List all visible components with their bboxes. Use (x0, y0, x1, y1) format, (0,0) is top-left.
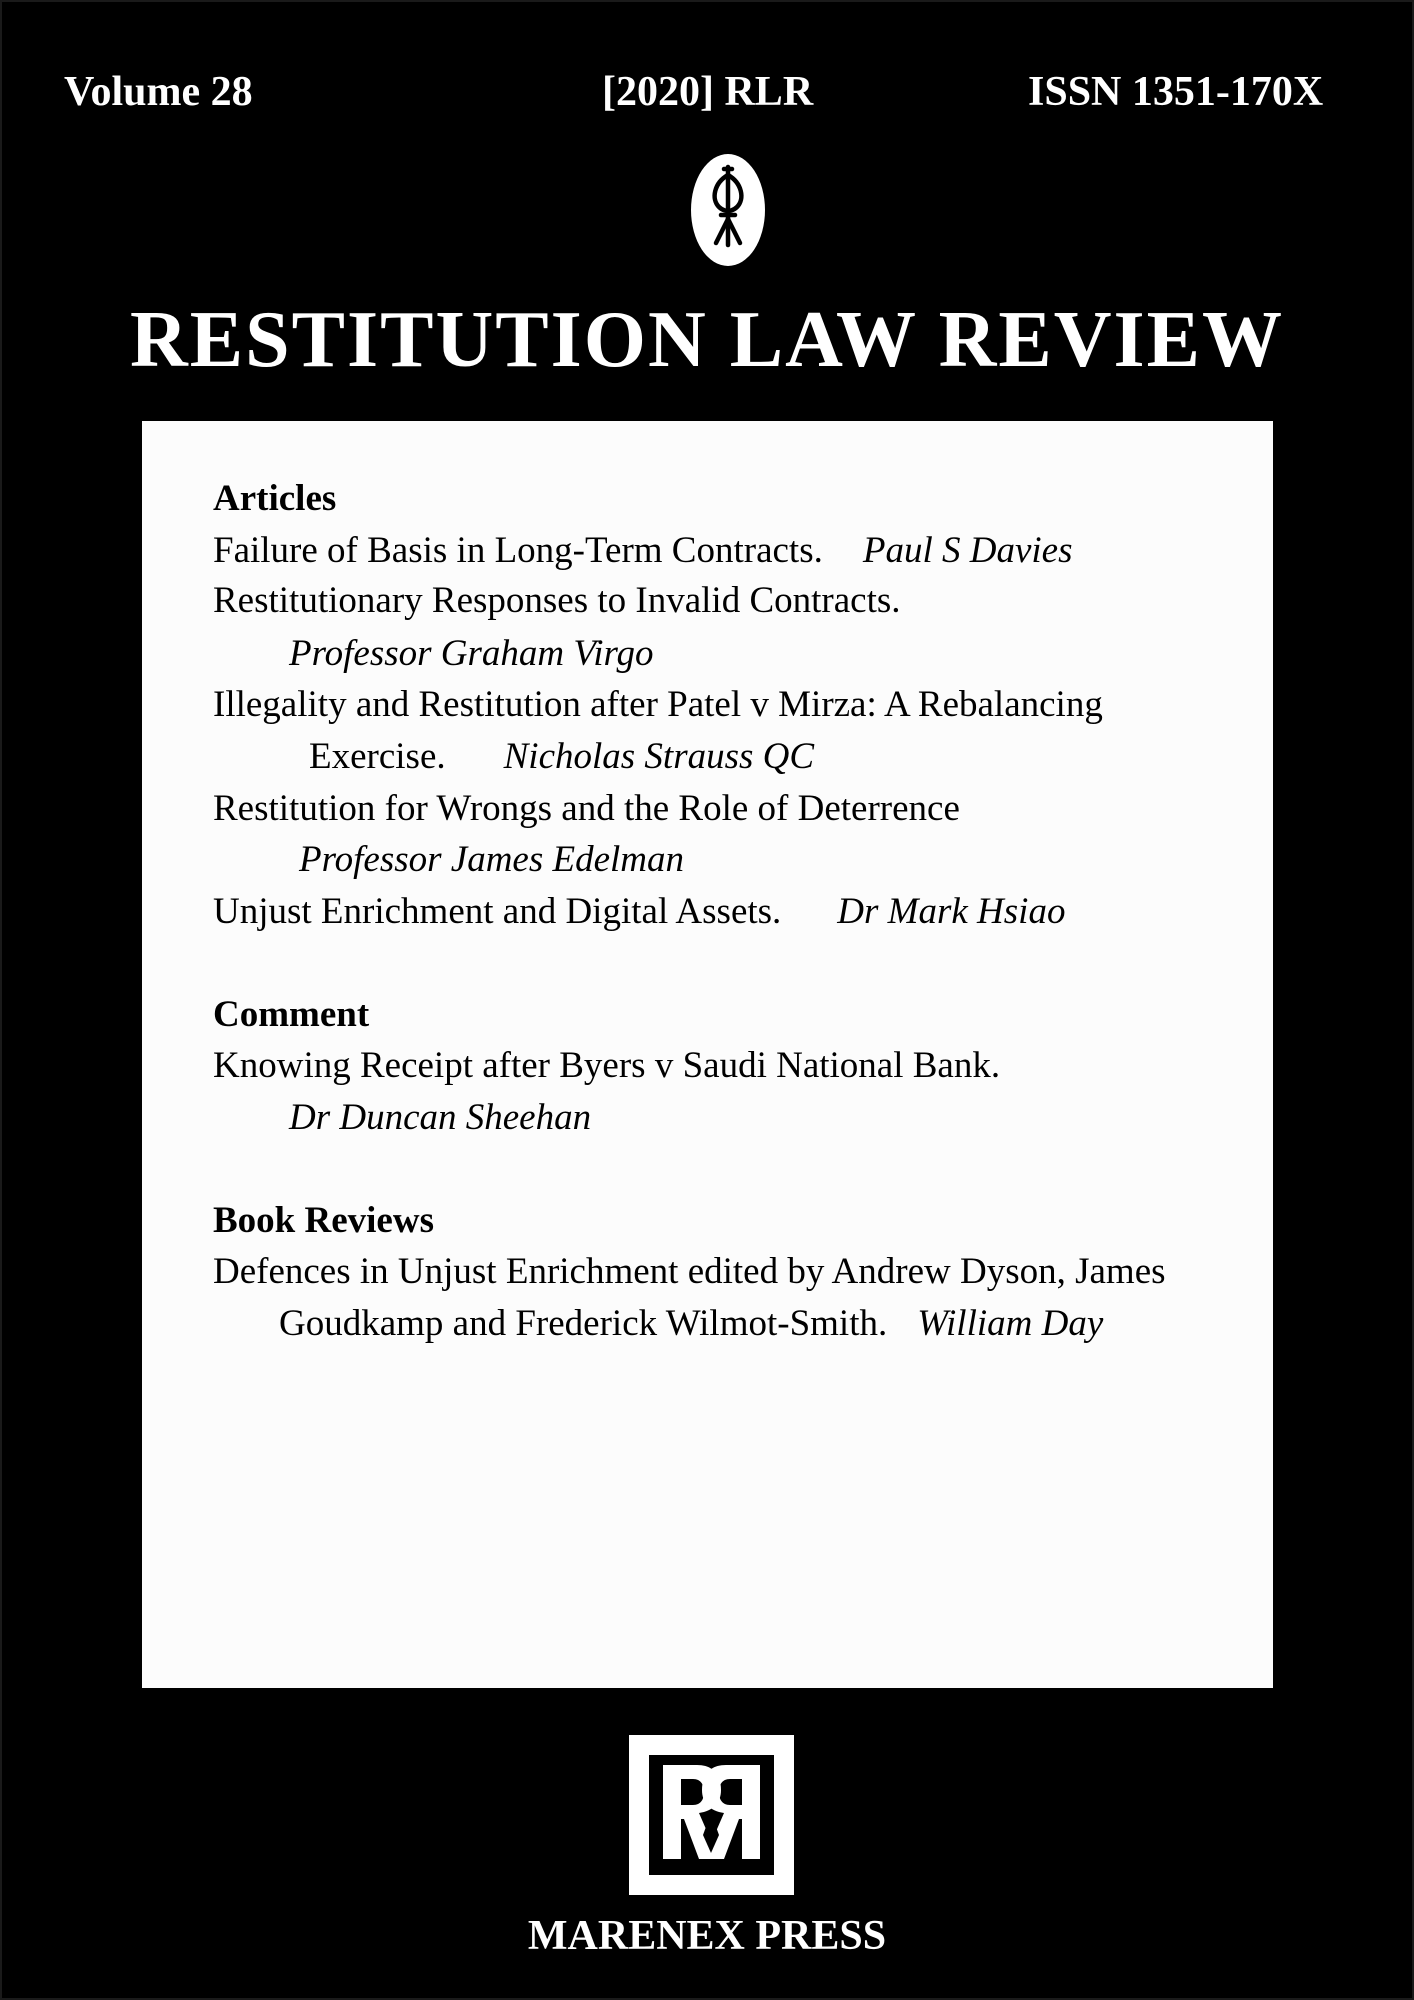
article-author: Paul S Davies (862, 530, 1073, 571)
stylized-glyph-in-oval-icon (690, 153, 766, 267)
comment-author: Dr Duncan Sheehan (289, 1097, 592, 1138)
article-title: Illegality and Restitution after Patel v Mirza: A Rebalancing (213, 684, 1103, 725)
publisher-name: MARENEX PRESS (527, 1913, 887, 1959)
article-author: Nicholas Strauss QC (503, 736, 815, 777)
citation-label: [2020] RLR (602, 69, 814, 115)
article-author: Professor Graham Virgo (289, 633, 654, 674)
article-entry (213, 529, 1072, 573)
article-title: Unjust Enrichment and Digital Assets. (213, 891, 782, 932)
review-entry (279, 1302, 1103, 1346)
article-entry (309, 735, 814, 779)
comment-title: Knowing Receipt after Byers v Saudi National Bank. (213, 1045, 1001, 1086)
review-title: Defences in Unjust Enrichment edited by Andrew Dyson, James (213, 1251, 1166, 1292)
marenex-rr-monogram-icon (629, 1735, 794, 1895)
article-title: Restitution for Wrongs and the Role of Deterrence (213, 788, 960, 829)
article-author: Professor James Edelman (299, 839, 685, 880)
article-entry (213, 890, 1065, 934)
comment-heading: Comment (213, 994, 370, 1035)
book-reviews-heading: Book Reviews (213, 1200, 434, 1241)
journal-title: RESTITUTION LAW REVIEW (130, 296, 1284, 384)
review-title-continued: Goudkamp and Frederick Wilmot-Smith. (279, 1303, 888, 1344)
article-title: Restitutionary Responses to Invalid Contracts. (213, 580, 901, 621)
article-title-continued: Exercise. (309, 736, 446, 777)
articles-heading: Articles (213, 478, 337, 519)
review-author: William Day (917, 1303, 1104, 1344)
article-author: Dr Mark Hsiao (837, 891, 1066, 932)
article-title: Failure of Basis in Long-Term Contracts. (213, 530, 823, 571)
contents-panel (142, 421, 1273, 1688)
volume-label: Volume 28 (64, 69, 253, 115)
issn-label: ISSN 1351-170X (1028, 69, 1324, 115)
